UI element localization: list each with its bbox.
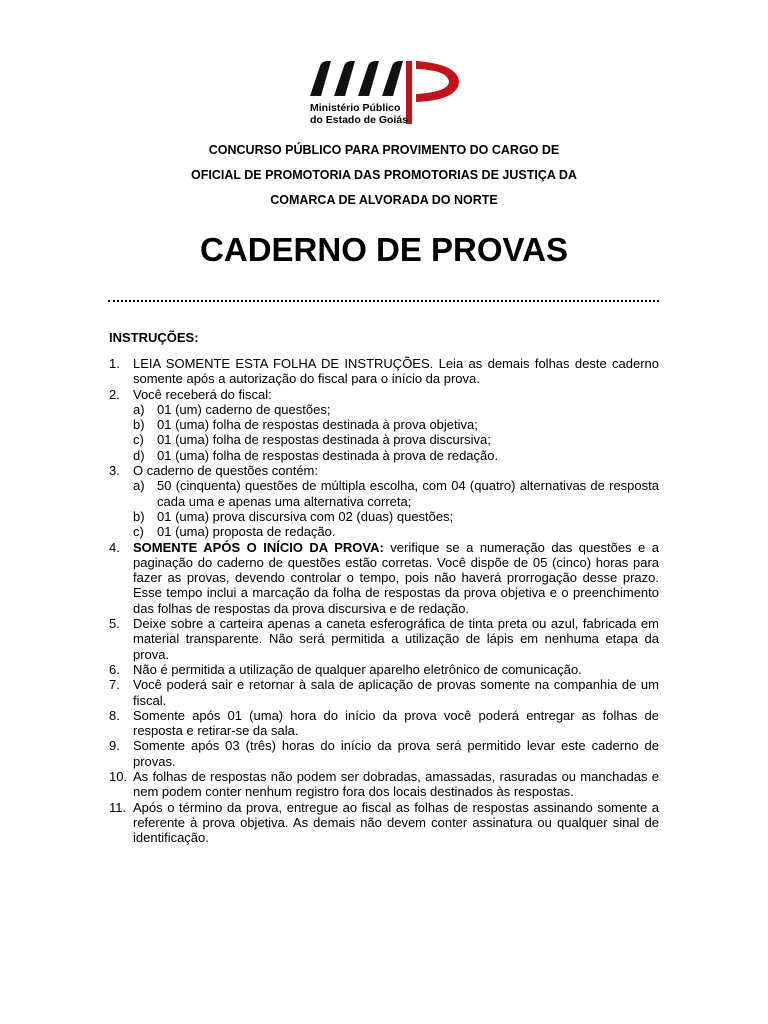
instruction-subitem: [133, 448, 659, 463]
subitem-letter: c): [133, 524, 144, 540]
instruction-body: [133, 800, 659, 846]
instruction-number: 7.: [109, 677, 120, 693]
instruction-text-content: Após o término da prova, entregue ao fiscal as folhas de respostas assinando somente a referente à prova objetiva. As demais não devem conter assinatura ou qualquer sinal de identificação.: [133, 799, 659, 846]
instruction-number: 4.: [109, 539, 120, 555]
instructions-heading: INSTRUÇÕES:: [109, 330, 199, 345]
instruction-number: 3.: [109, 463, 120, 479]
instruction-body: [133, 769, 659, 800]
instruction-number: 6.: [109, 661, 120, 677]
instruction-number: 10.: [109, 769, 128, 785]
instruction-number: 9.: [109, 738, 120, 754]
instruction-text-content: LEIA SOMENTE ESTA FOLHA DE INSTRUÇÕES. Leia as demais folhas deste caderno somente após a autorização do fiscal para o início da prova.: [133, 356, 659, 387]
instruction-subitem: [133, 432, 659, 447]
instruction-text: [133, 387, 659, 402]
subitem-text: 50 (cinquenta) questões de múltipla escolha, com 04 (quatro) alternativas de resposta cada uma e apenas uma alternativa correta;: [157, 478, 659, 509]
instruction-number: 2.: [109, 386, 120, 402]
subitem-letter: b): [133, 508, 145, 524]
instruction-text-content: Não é permitida a utilização de qualquer aparelho eletrônico de comunicação.: [133, 661, 582, 677]
subitem-text: 01 (uma) folha de respostas destinada à prova objetiva;: [157, 417, 478, 433]
instruction-text: [133, 738, 659, 769]
subitem-letter: c): [133, 432, 144, 448]
subitem-letter: a): [133, 478, 145, 494]
instruction-item: [109, 708, 659, 739]
instruction-text: [133, 463, 659, 478]
mp-go-logo: [308, 58, 464, 130]
instruction-text: [133, 356, 659, 387]
instruction-item: [109, 356, 659, 387]
instruction-text: [133, 662, 659, 677]
instruction-item: [109, 540, 659, 616]
logo-line-2: do Estado de Goiás: [310, 114, 409, 126]
instruction-body: [133, 356, 659, 387]
instruction-text: [133, 616, 659, 662]
instruction-number: 11.: [109, 799, 127, 815]
dotted-divider: [108, 300, 659, 302]
exam-header: [0, 138, 768, 213]
instruction-subitem: [133, 524, 659, 539]
header-line-2: OFICIAL DE PROMOTORIA DAS PROMOTORIAS DE JUSTIÇA DA: [191, 168, 577, 182]
subitem-text: 01 (uma) folha de respostas destinada à prova discursiva;: [157, 432, 491, 448]
instruction-item: [109, 463, 659, 539]
subitem-letter: b): [133, 417, 145, 433]
instruction-body: [133, 463, 659, 539]
instructions-list: [109, 356, 659, 846]
instruction-text-content: O caderno de questões contém:: [133, 463, 319, 479]
instruction-body: [133, 738, 659, 769]
instruction-text-content: Você receberá do fiscal:: [133, 386, 272, 402]
subitem-text: 01 (uma) prova discursiva com 02 (duas) questões;: [157, 508, 454, 524]
logo-line-1: Ministério Público: [310, 102, 401, 114]
instruction-body: [133, 662, 659, 677]
instruction-item: [109, 677, 659, 708]
instruction-text-content: verifique se a numeração das questões e a paginação do caderno de questões estão corretas. Você dispõe de 05 (cinco) horas para fazer as provas, devendo controlar o tempo, pois não haverá prorrogação desse prazo. Esse tempo inclui a marcação da folha de respostas da prova objetiva e o preenchimento das folhas de respostas da prova discursiva e de redação.: [133, 539, 659, 616]
instruction-subitem: [133, 478, 659, 509]
instruction-subitem: [133, 509, 659, 524]
logo-text: [310, 102, 408, 126]
instruction-text-content: Somente após 03 (três) horas do início da prova será permitido levar este caderno de provas.: [133, 738, 659, 769]
header-line-3: COMARCA DE ALVORADA DO NORTE: [270, 193, 498, 207]
instruction-number: 1.: [109, 356, 120, 371]
instruction-item: [109, 616, 659, 662]
instruction-text-content: Você poderá sair e retornar à sala de aplicação de provas somente na companhia de um fiscal.: [133, 677, 659, 708]
subitem-letter: a): [133, 401, 145, 417]
instruction-body: [133, 387, 659, 463]
instruction-text-content: As folhas de respostas não podem ser dobradas, amassadas, rasuradas ou manchadas e nem podem conter nenhum registro fora dos locais destinados às respostas.: [133, 769, 659, 800]
instruction-body: [133, 540, 659, 616]
instruction-text-content: Somente após 01 (uma) hora do início da prova você poderá entregar as folhas de resposta e retirar-se da sala.: [133, 707, 659, 739]
subitem-letter: d): [133, 447, 145, 463]
instruction-subitem: [133, 402, 659, 417]
instruction-text: [133, 708, 659, 739]
instruction-text: [133, 769, 659, 800]
page-title: CADERNO DE PROVAS: [200, 231, 568, 268]
instruction-body: [133, 708, 659, 739]
instruction-text: [133, 677, 659, 708]
instruction-number: 5.: [109, 616, 120, 632]
instruction-emphasis: SOMENTE APÓS O INÍCIO DA PROVA:: [133, 539, 384, 555]
instruction-text: [133, 800, 659, 846]
subitem-text: 01 (um) caderno de questões;: [157, 401, 331, 417]
instruction-item: [109, 662, 659, 677]
instruction-text: [133, 540, 659, 616]
instruction-item: [109, 387, 659, 463]
instruction-text-content: Deixe sobre a carteira apenas a caneta esferográfica de tinta preta ou azul, fabricada em material transparente. Não será permitida a utilização de lápis em nenhuma etapa da prova.: [133, 616, 659, 662]
instruction-item: [109, 738, 659, 769]
subitem-text: 01 (uma) folha de respostas destinada à prova de redação.: [157, 447, 499, 463]
instruction-body: [133, 616, 659, 662]
instruction-item: [109, 769, 659, 800]
instruction-body: [133, 677, 659, 708]
header-line-1: CONCURSO PÚBLICO PARA PROVIMENTO DO CARGO DE: [208, 143, 560, 157]
instruction-number: 8.: [109, 707, 120, 723]
instruction-subitem: [133, 417, 659, 432]
instruction-item: [109, 800, 659, 846]
subitem-text: 01 (uma) proposta de redação.: [157, 524, 336, 540]
